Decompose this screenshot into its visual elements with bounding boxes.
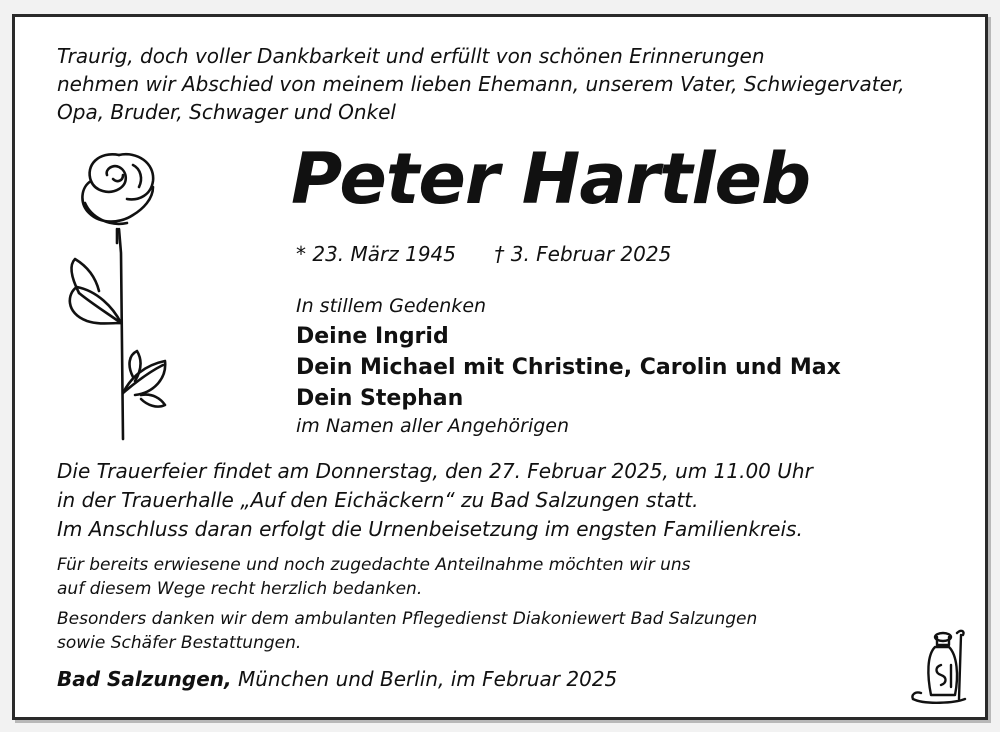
mourner-name: Dein Stephan xyxy=(296,386,464,411)
city-emblem-icon xyxy=(905,625,975,705)
mourner-name: Dein Michael mit Christine, Carolin und Max xyxy=(296,355,841,380)
relatives-note: im Namen aller Angehörigen xyxy=(296,415,570,437)
deceased-name: Peter Hartleb xyxy=(291,138,811,220)
thanks-line: sowie Schäfer Bestattungen. xyxy=(57,633,302,653)
place-name: Bad Salzungen, xyxy=(57,667,232,691)
thanks-special xyxy=(57,607,757,655)
mourner-name: Deine Ingrid xyxy=(296,324,449,349)
ceremony-line: Im Anschluss daran erfolgt die Urnenbeisetzung im engsten Familienkreis. xyxy=(57,517,803,541)
death-date: † 3. Februar 2025 xyxy=(494,242,672,266)
thanks-general xyxy=(57,553,691,601)
intro-text xyxy=(57,42,905,126)
intro-line: Traurig, doch voller Dankbarkeit und erfüllt von schönen Erinnerungen xyxy=(57,44,765,68)
place-rest: München und Berlin, im Februar 2025 xyxy=(231,667,618,691)
intro-line: Opa, Bruder, Schwager und Onkel xyxy=(57,100,396,124)
rose-icon xyxy=(57,143,177,443)
mourning-heading: In stillem Gedenken xyxy=(296,295,487,317)
thanks-line: auf diesem Wege recht herzlich bedanken. xyxy=(57,579,423,599)
obituary-notice xyxy=(12,14,988,720)
thanks-line: Für bereits erwiesene und noch zugedachte Anteilnahme möchten wir uns xyxy=(57,555,691,575)
ceremony-info xyxy=(57,457,813,544)
mourners-list xyxy=(296,321,841,414)
thanks-line: Besonders danken wir dem ambulanten Pflegedienst Diakoniewert Bad Salzungen xyxy=(57,609,758,629)
place-and-date xyxy=(57,667,617,691)
life-dates xyxy=(296,242,671,266)
intro-line: nehmen wir Abschied von meinem lieben Ehemann, unserem Vater, Schwiegervater, xyxy=(57,72,905,96)
birth-date: * 23. März 1945 xyxy=(296,242,457,266)
ceremony-line: Die Trauerfeier findet am Donnerstag, den 27. Februar 2025, um 11.00 Uhr xyxy=(57,459,813,483)
ceremony-line: in der Trauerhalle „Auf den Eichäckern“ zu Bad Salzungen statt. xyxy=(57,488,699,512)
